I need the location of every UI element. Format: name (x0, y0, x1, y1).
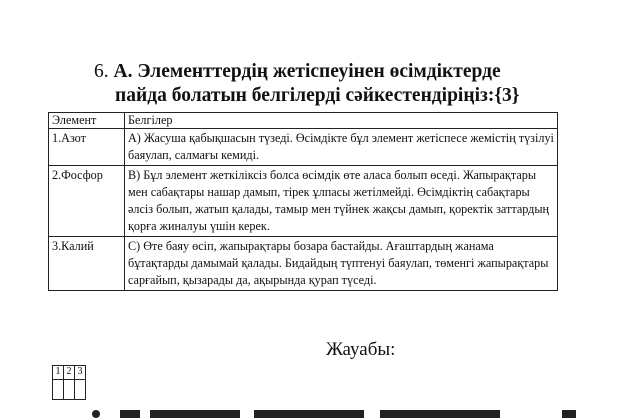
answer-header-row (53, 366, 86, 380)
row-element: 1.Азот (49, 129, 125, 166)
header-element: Элемент (49, 113, 125, 129)
table-header-row (49, 113, 558, 129)
answer-col-3: 3 (75, 366, 86, 380)
question-letter: А. (113, 61, 133, 82)
row-element: 2.Фосфор (49, 166, 125, 237)
header-signs: Белгілер (125, 113, 558, 129)
table-row (49, 129, 558, 166)
table-row (49, 166, 558, 237)
cropped-glyph (562, 410, 576, 418)
answer-grid (52, 365, 86, 400)
question-number: 6. (94, 61, 109, 82)
row-sign: В) Бұл элемент жеткіліксіз болса өсімдік өте аласа болып өседі. Жапырақтары мен сабақтары нашар дамып, тірек ұлпасы жетілмейді. Өсімдіктің сабақтары әлсіз болып, жатып қалады, тамыр мен түйнек жақсы дамып, қоректік заттардың қорға жиналуы үшін керек. (125, 166, 558, 237)
cropped-glyph (120, 410, 140, 418)
cropped-glyph (254, 410, 364, 418)
row-sign: А) Жасуша қабықшасын түзеді. Өсімдікте бұл элемент жетіспесе жемістің түзілуі баяулап, салмағы кемиді. (125, 129, 558, 166)
table-row (49, 237, 558, 291)
answer-cell-2[interactable] (64, 380, 75, 400)
question-line-2: пайда болатын белгілерді сәйкестендіріңіз:{3} (115, 85, 520, 106)
answer-cell-1[interactable] (53, 380, 64, 400)
answer-cell-3[interactable] (75, 380, 86, 400)
cropped-glyph (92, 410, 100, 418)
question-title (94, 60, 614, 108)
answer-col-2: 2 (64, 366, 75, 380)
row-sign: С) Өте баяу өсіп, жапырақтары бозара бастайды. Ағаштардың жанама бұтақтарды дамымай қалады. Бидайдың түптенуі баяулап, төменгі жапырақтары сарғайып, қызарады да, ақырында қурап түседі. (125, 237, 558, 291)
next-question-cropped (92, 404, 592, 418)
row-element: 3.Калий (49, 237, 125, 291)
matching-table (48, 112, 558, 291)
answer-col-1: 1 (53, 366, 64, 380)
question-line-1: Элементтердің жетіспеуінен өсімдіктерде (137, 61, 501, 82)
answer-input-row (53, 380, 86, 400)
answer-label: Жауабы: (326, 339, 396, 360)
cropped-glyph (150, 410, 240, 418)
cropped-glyph (380, 410, 500, 418)
